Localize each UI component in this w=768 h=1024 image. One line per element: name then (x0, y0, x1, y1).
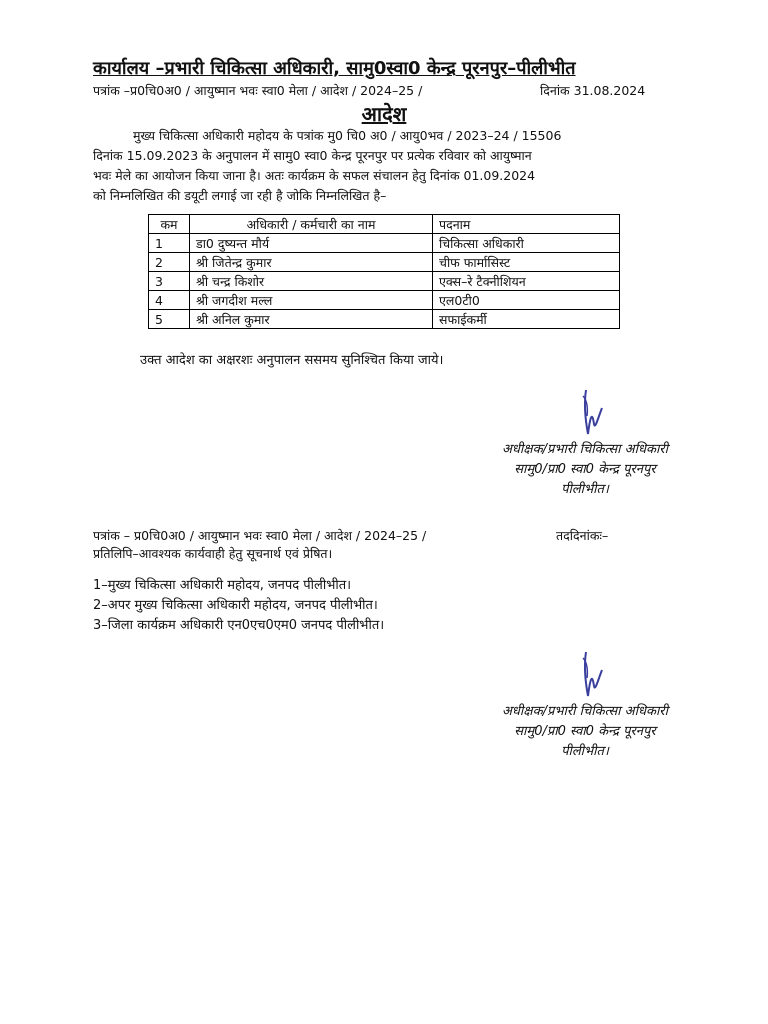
order-line-1: मुख्य चिकित्सा अधिकारी महोदय के पत्रांक मु0 चि0 अ0 / आयु0भव / 2023–24 / 15506 (133, 128, 562, 143)
signatory-office: सामु0/प्रा0 स्वा0 केन्द्र पूरनपुर (514, 724, 656, 739)
serial-cell: 5 (149, 310, 190, 329)
list-item: 3–जिला कार्यक्रम अधिकारी एन0एच0एम0 जनपद पीलीभीत। (93, 618, 385, 633)
recipient-list (93, 576, 384, 636)
reference-number: पत्रांक –प्र0चि0अ0 / आयुष्मान भवः स्वा0 मेला / आदेश / 2024–25 / (93, 83, 423, 98)
signature-block-1 (490, 440, 680, 500)
serial-cell: 1 (149, 234, 190, 253)
order-line-4: को निम्नलिखित की डयूटी लगाई जा रही है जोकि निम्नलिखित है– (93, 188, 387, 203)
order-heading: आदेश (361, 102, 407, 126)
designation-cell: एल0टी0 (433, 291, 620, 310)
signature-block-2 (490, 702, 680, 762)
table-row (149, 310, 620, 329)
signatory-designation: अधीक्षक/प्रभारी चिकित्सा अधिकारी (501, 442, 668, 457)
table-row (149, 291, 620, 310)
name-cell: श्री चन्द्र किशोर (190, 272, 433, 291)
serial-cell: 3 (149, 272, 190, 291)
name-cell: श्री जगदीश मल्ल (190, 291, 433, 310)
list-item: 2–अपर मुख्य चिकित्सा अधिकारी महोदय, जनपद पीलीभीत। (93, 598, 378, 613)
signature-1 (578, 388, 608, 438)
name-cell: श्री अनिल कुमार (190, 310, 433, 329)
order-line-2: दिनांक 15.09.2023 के अनुपालन में सामु0 स्वा0 केन्द्र पूरनपुर पर प्रत्येक रविवार को आयुष्मान (93, 148, 532, 163)
order-line-3: भवः मेले का आयोजन किया जाना है। अतः कार्यक्रम के सफल संचालन हेतु दिनांक 01.09.2024 (93, 168, 536, 183)
designation-cell: सफाईकर्मी (433, 310, 620, 329)
designation-cell: एक्स–रे टैक्नीशियन (433, 272, 620, 291)
copy-date: तददिनांकः– (556, 528, 609, 543)
signatory-district: पीलीभीत। (561, 744, 609, 759)
order-date: दिनांक 31.08.2024 (540, 83, 646, 98)
copy-forwarding-line: प्रतिलिपि–आवश्यक कार्यवाही हेतु सूचनार्थ एवं प्रेषित। (93, 546, 333, 561)
signatory-designation: अधीक्षक/प्रभारी चिकित्सा अधिकारी (501, 704, 668, 719)
duty-table-header-row (149, 215, 620, 234)
header-name: अधिकारी / कर्मचारी का नाम (190, 215, 433, 234)
order-paragraph (93, 126, 673, 206)
designation-cell: चिकित्सा अधिकारी (433, 234, 620, 253)
name-cell: श्री जितेन्द्र कुमार (190, 253, 433, 272)
header-designation: पदनाम (433, 215, 620, 234)
list-item: 1–मुख्य चिकित्सा अधिकारी महोदय, जनपद पीलीभीत। (93, 578, 352, 593)
signatory-district: पीलीभीत। (561, 482, 609, 497)
designation-cell: चीफ फार्मासिस्ट (433, 253, 620, 272)
office-title: कार्यालय –प्रभारी चिकित्सा अधिकारी, सामु0स्वा0 केन्द्र पूरनपुर–पीलीभीत (93, 58, 576, 79)
compliance-note: उक्त आदेश का अक्षरशः अनुपालन ससमय सुनिश्चित किया जाये। (140, 353, 444, 368)
duty-table (148, 214, 620, 329)
serial-cell: 2 (149, 253, 190, 272)
table-row (149, 253, 620, 272)
copy-reference-number: पत्रांक – प्र0चि0अ0 / आयुष्मान भवः स्वा0 मेला / आदेश / 2024–25 / (93, 528, 427, 543)
serial-cell: 4 (149, 291, 190, 310)
table-row (149, 234, 620, 253)
signatory-office: सामु0/प्रा0 स्वा0 केन्द्र पूरनपुर (514, 462, 656, 477)
header-serial: कम (149, 215, 190, 234)
table-row (149, 272, 620, 291)
name-cell: डा0 दुष्यन्त मौर्य (190, 234, 433, 253)
signature-2 (578, 650, 608, 700)
